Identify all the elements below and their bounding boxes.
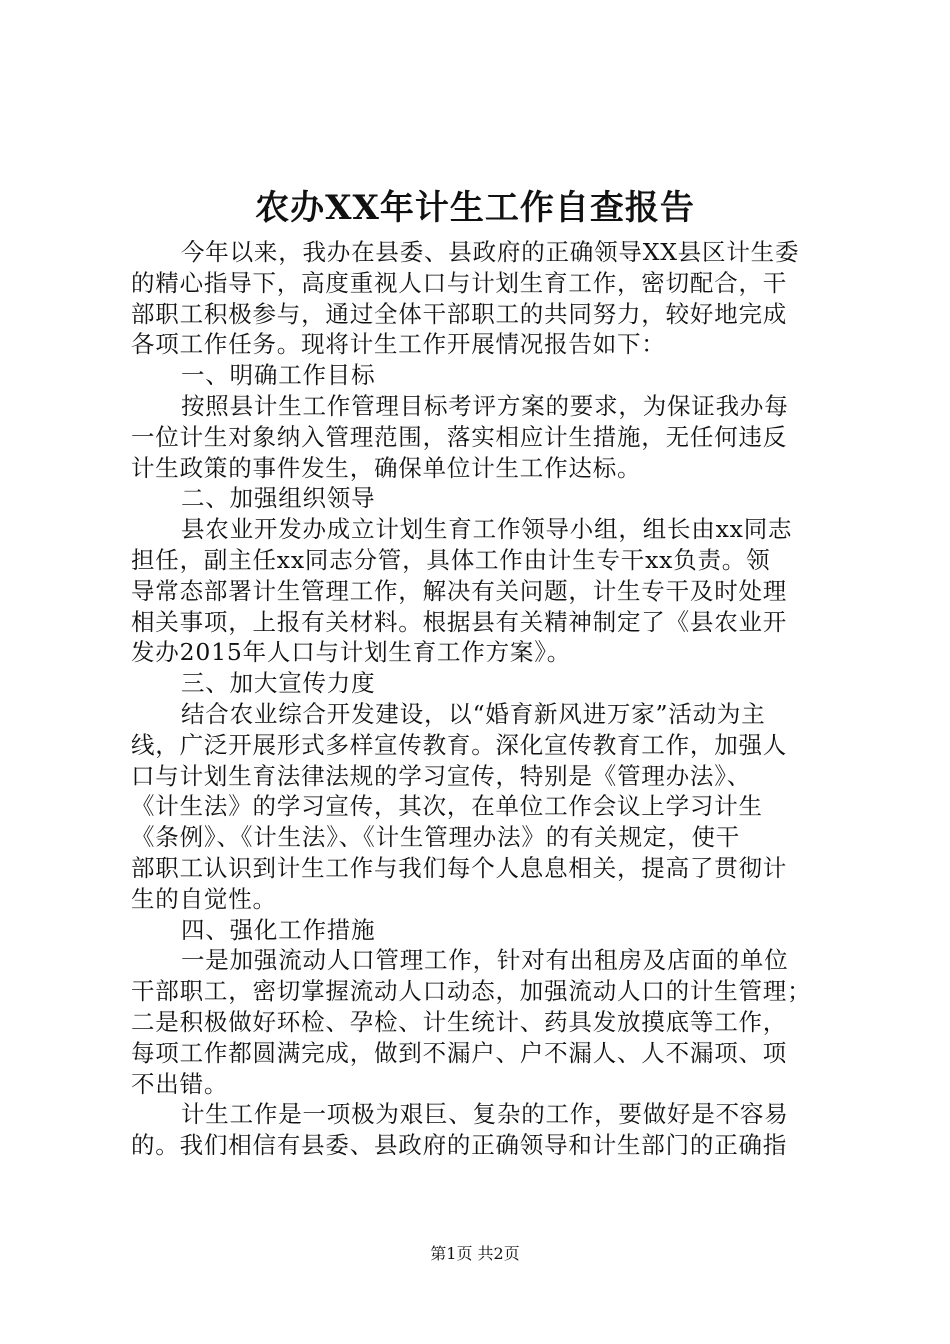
section-heading: 三、加大宣传力度 — [181, 669, 376, 698]
paragraph-line: 《条例》、《计生法》、《计生管理办法》的有关规定，使干 — [131, 823, 741, 852]
document-body — [131, 237, 831, 1161]
paragraph-line: 不出错。 — [131, 1069, 229, 1098]
paragraph-line: 一位计生对象纳入管理范围，落实相应计生措施，无任何违反 — [131, 422, 788, 451]
paragraph-line: 生的自觉性。 — [131, 884, 277, 913]
paragraph-line: 的精心指导下，高度重视人口与计划生育工作，密切配合，干 — [131, 268, 788, 297]
paragraph-line: 口与计划生育法律法规的学习宣传，特别是《管理办法》、 — [131, 761, 752, 790]
paragraph-line: 每项工作都圆满完成，做到不漏户、户不漏人、人不漏项、项 — [131, 1038, 788, 1067]
paragraph-line: 按照县计生工作管理目标考评方案的要求，为保证我办每 — [181, 391, 789, 420]
paragraph-line: 线，广泛开展形式多样宣传教育。深化宣传教育工作，加强人 — [131, 730, 788, 759]
page-number-footer: 第1页 共2页 — [430, 1244, 520, 1263]
paragraph-line: 部职工积极参与，通过全体干部职工的共同努力，较好地完成 — [131, 299, 788, 328]
paragraph-line: 相关事项，上报有关材料。根据县有关精神制定了《县农业开 — [131, 607, 788, 636]
paragraph-line: 导常态部署计生管理工作，解决有关问题，计生专干及时处理 — [131, 576, 788, 605]
section-heading: 四、强化工作措施 — [181, 915, 376, 944]
paragraph-line: 《计生法》的学习宣传，其次，在单位工作会议上学习计生 — [131, 792, 763, 821]
paragraph-line: 部职工认识到计生工作与我们每个人息息相关，提高了贯彻计 — [131, 853, 788, 882]
document-title: 农办XX年计生工作自查报告 — [255, 188, 695, 228]
paragraph-line: 计生工作是一项极为艰巨、复杂的工作，要做好是不容易 — [181, 1100, 789, 1129]
paragraph-line: 计生政策的事件发生，确保单位计生工作达标。 — [131, 453, 642, 482]
paragraph-line: 结合农业综合开发建设，以“婚育新风进万家”活动为主 — [181, 699, 766, 728]
paragraph-line: 干部职工，密切掌握流动人口动态，加强流动人口的计生管理； — [131, 977, 812, 1006]
paragraph-line: 担任，副主任xx同志分管，具体工作由计生专干xx负责。领 — [131, 545, 771, 574]
paragraph-line: 县农业开发办成立计划生育工作领导小组，组长由xx同志 — [181, 515, 793, 544]
paragraph-line: 发办2015年人口与计划生育工作方案》。 — [131, 638, 572, 667]
paragraph-line: 的。我们相信有县委、县政府的正确领导和计生部门的正确指 — [131, 1131, 788, 1160]
paragraph-line: 一是加强流动人口管理工作，针对有出租房及店面的单位 — [181, 946, 789, 975]
section-heading: 二、加强组织领导 — [181, 484, 376, 513]
paragraph-line: 今年以来，我办在县委、县政府的正确领导XX县区计生委 — [181, 238, 800, 266]
paragraph-line: 各项工作任务。现将计生工作开展情况报告如下： — [131, 330, 666, 359]
section-heading: 一、明确工作目标 — [181, 361, 376, 390]
paragraph-line: 二是积极做好环检、孕检、计生统计、药具发放摸底等工作， — [131, 1007, 788, 1036]
